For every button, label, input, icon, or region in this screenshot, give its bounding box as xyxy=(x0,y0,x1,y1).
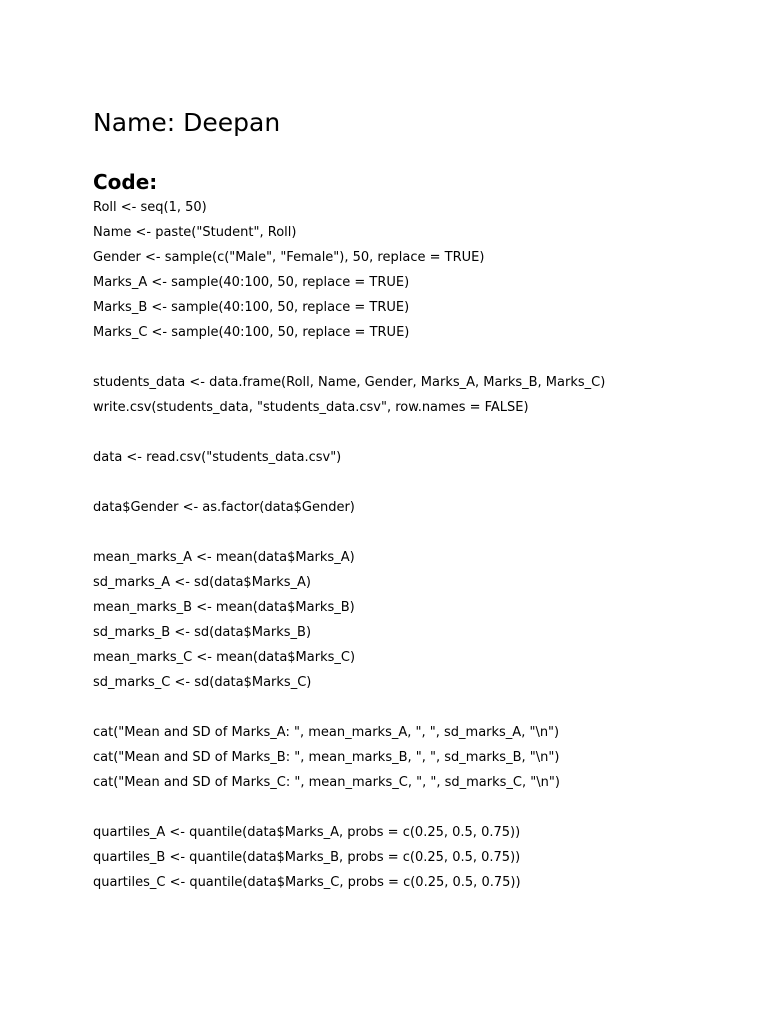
code-line: data <- read.csv("students_data.csv") xyxy=(93,450,342,465)
code-line: Name <- paste("Student", Roll) xyxy=(93,225,297,240)
code-line: Marks_B <- sample(40:100, 50, replace = TRUE) xyxy=(93,300,410,315)
code-block xyxy=(93,195,733,895)
code-line: quartiles_C <- quantile(data$Marks_C, probs = c(0.25, 0.5, 0.75)) xyxy=(93,875,521,890)
blank-line xyxy=(93,420,733,445)
blank-line xyxy=(93,470,733,495)
name-heading: Name: Deepan xyxy=(93,108,281,137)
code-line: mean_marks_C <- mean(data$Marks_C) xyxy=(93,650,356,665)
code-line: sd_marks_A <- sd(data$Marks_A) xyxy=(93,575,311,590)
blank-line xyxy=(93,695,733,720)
code-line: cat("Mean and SD of Marks_A: ", mean_marks_A, ", ", sd_marks_A, "\n") xyxy=(93,725,560,740)
code-line: Roll <- seq(1, 50) xyxy=(93,200,207,215)
code-line: Gender <- sample(c("Male", "Female"), 50, replace = TRUE) xyxy=(93,250,485,265)
code-line: cat("Mean and SD of Marks_C: ", mean_marks_C, ", ", sd_marks_C, "\n") xyxy=(93,775,560,790)
blank-line xyxy=(93,345,733,370)
code-line: sd_marks_C <- sd(data$Marks_C) xyxy=(93,675,312,690)
blank-line xyxy=(93,520,733,545)
code-line: quartiles_A <- quantile(data$Marks_A, probs = c(0.25, 0.5, 0.75)) xyxy=(93,825,521,840)
code-line: write.csv(students_data, "students_data.csv", row.names = FALSE) xyxy=(93,400,529,415)
code-line: data$Gender <- as.factor(data$Gender) xyxy=(93,500,355,515)
code-line: mean_marks_A <- mean(data$Marks_A) xyxy=(93,550,355,565)
code-line: cat("Mean and SD of Marks_B: ", mean_marks_B, ", ", sd_marks_B, "\n") xyxy=(93,750,560,765)
code-line: quartiles_B <- quantile(data$Marks_B, probs = c(0.25, 0.5, 0.75)) xyxy=(93,850,521,865)
blank-line xyxy=(93,795,733,820)
code-line: students_data <- data.frame(Roll, Name, Gender, Marks_A, Marks_B, Marks_C) xyxy=(93,375,606,390)
code-heading: Code: xyxy=(93,170,158,194)
code-line: Marks_A <- sample(40:100, 50, replace = TRUE) xyxy=(93,275,410,290)
code-line: Marks_C <- sample(40:100, 50, replace = TRUE) xyxy=(93,325,410,340)
code-line: mean_marks_B <- mean(data$Marks_B) xyxy=(93,600,355,615)
code-line: sd_marks_B <- sd(data$Marks_B) xyxy=(93,625,312,640)
